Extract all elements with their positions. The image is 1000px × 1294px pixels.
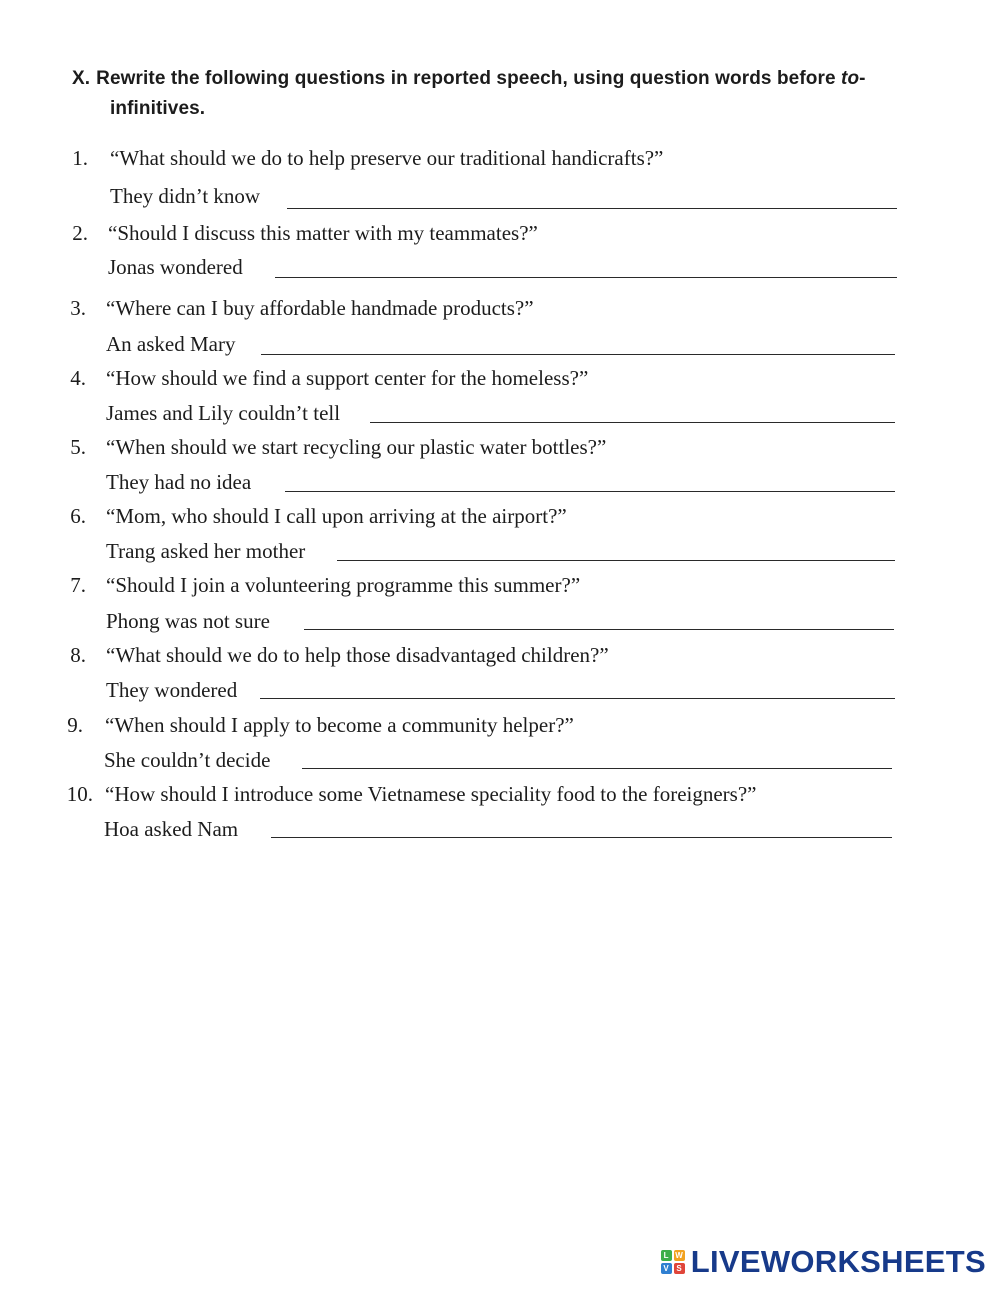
answer-prompt: An asked Mary: [106, 332, 236, 356]
question-number: 5.: [70, 435, 86, 459]
answer-line[interactable]: [271, 837, 892, 838]
brand-name: LIVEWORKSHEETS: [690, 1244, 986, 1279]
instructions-hyphen: -: [859, 68, 866, 89]
question-number: 4.: [70, 366, 86, 390]
answer-prompt: She couldn’t decide: [104, 748, 271, 772]
question-text: “Mom, who should I call upon arriving at the airport?”: [106, 504, 567, 528]
logo-tile: L: [661, 1250, 672, 1261]
question-number: 9.: [67, 713, 83, 737]
answer-prompt: Phong was not sure: [106, 609, 270, 633]
answer-prompt: Jonas wondered: [108, 255, 243, 279]
question-text: “What should we do to help those disadvantaged children?”: [106, 643, 609, 667]
answer-line[interactable]: [260, 698, 895, 699]
answer-prompt: They had no idea: [106, 470, 252, 494]
question-text: “When should I apply to become a community helper?”: [105, 713, 574, 737]
answer-line[interactable]: [287, 208, 897, 209]
answer-prompt: James and Lily couldn’t tell: [106, 401, 341, 425]
liveworksheets-logo-icon: [661, 1250, 685, 1274]
question-number: 7.: [70, 573, 86, 597]
question-text: “What should we do to help preserve our traditional handicrafts?”: [110, 146, 664, 170]
exercise-instructions: [72, 64, 912, 124]
instructions-line2: infinitives.: [110, 98, 206, 119]
answer-line[interactable]: [275, 277, 897, 278]
answer-line[interactable]: [261, 354, 895, 355]
instructions-text: Rewrite the following questions in reported speech, using question words before: [96, 68, 836, 89]
question-text: “When should we start recycling our plastic water bottles?”: [106, 435, 607, 459]
liveworksheets-logo: [661, 1244, 986, 1280]
answer-prompt: They wondered: [106, 678, 238, 702]
question-text: “Should I discuss this matter with my teammates?”: [108, 221, 538, 245]
question-number: 1.: [72, 146, 88, 170]
logo-tile: V: [661, 1263, 672, 1274]
answer-line[interactable]: [337, 560, 895, 561]
logo-tile: W: [675, 1251, 684, 1260]
question-number: 2.: [72, 221, 88, 245]
question-text: “Where can I buy affordable handmade products?”: [106, 296, 534, 320]
question-number: 10.: [66, 782, 93, 806]
question-number: 3.: [70, 296, 86, 320]
answer-line[interactable]: [370, 422, 895, 423]
answer-prompt: Hoa asked Nam: [104, 817, 239, 841]
question-text: “How should we find a support center for the homeless?”: [106, 366, 589, 390]
exercise-letter: X.: [72, 68, 91, 89]
answer-line[interactable]: [285, 491, 895, 492]
question-number: 8.: [70, 643, 86, 667]
answer-line[interactable]: [302, 768, 892, 769]
question-number: 6.: [70, 504, 86, 528]
answer-prompt: They didn’t know: [110, 184, 261, 208]
question-text: “How should I introduce some Vietnamese speciality food to the foreigners?”: [105, 782, 757, 806]
question-text: “Should I join a volunteering programme this summer?”: [106, 573, 581, 597]
logo-tile: S: [674, 1263, 685, 1274]
answer-line[interactable]: [304, 629, 894, 630]
answer-prompt: Trang asked her mother: [106, 539, 306, 563]
instructions-italic-word: to: [841, 68, 860, 89]
